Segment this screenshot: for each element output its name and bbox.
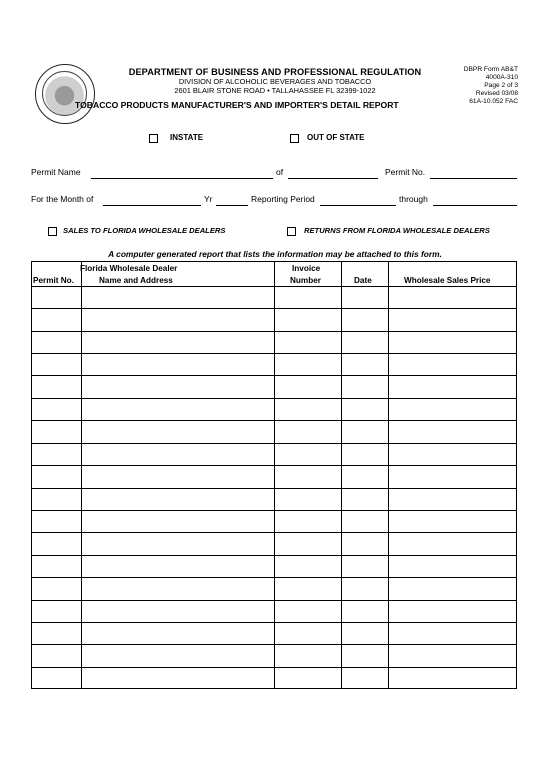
permit-no-header: Permit No.: [33, 276, 74, 285]
form-title: TOBACCO PRODUCTS MANUFACTURER'S AND IMPORTER'S DETAIL REPORT: [75, 100, 399, 110]
wholesale-sales-price-header: Wholesale Sales Price: [404, 276, 491, 285]
sales-checkbox[interactable]: [48, 227, 57, 236]
invoice-header-bottom: Number: [290, 276, 321, 285]
permit-no-field[interactable]: [430, 178, 517, 179]
year-field[interactable]: [216, 205, 248, 206]
invoice-header-top: Invoice: [292, 264, 321, 273]
instate-label: INSTATE: [170, 133, 204, 142]
out-of-state-label: OUT OF STATE: [307, 133, 365, 142]
dealer-header-bottom: Name and Address: [99, 276, 173, 285]
division-name: DIVISION OF ALCOHOLIC BEVERAGES AND TOBACCO: [178, 77, 372, 86]
dealer-header-top: Florida Wholesale Dealer: [80, 264, 178, 273]
attachment-note: A computer generated report that lists the information may be attached to this form.: [108, 249, 442, 259]
permit-name-field[interactable]: [91, 178, 273, 179]
returns-label: RETURNS FROM FLORIDA WHOLESALE DEALERS: [304, 226, 490, 235]
sales-label: SALES TO FLORIDA WHOLESALE DEALERS: [63, 226, 226, 235]
of-label: of: [276, 167, 284, 177]
department-name: DEPARTMENT OF BUSINESS AND PROFESSIONAL REGULATION: [128, 67, 422, 77]
out-of-state-checkbox[interactable]: [290, 134, 299, 143]
month-label: For the Month of: [31, 194, 94, 204]
year-label: Yr: [204, 194, 213, 204]
form-identifier: DBPR Form AB&T 4000A-310 Page 2 of 3 Revised 03/08 61A-10.052 FAC: [463, 66, 518, 105]
returns-checkbox[interactable]: [287, 227, 296, 236]
permit-no-label: Permit No.: [385, 167, 426, 177]
instate-checkbox[interactable]: [149, 134, 158, 143]
permit-name-label: Permit Name: [31, 167, 81, 177]
through-label: through: [399, 194, 428, 204]
reporting-period-label: Reporting Period: [251, 194, 315, 204]
of-field[interactable]: [288, 178, 378, 179]
reporting-period-end-field[interactable]: [433, 205, 517, 206]
date-header: Date: [354, 276, 372, 285]
detail-table: [31, 261, 517, 689]
department-address: 2601 BLAIR STONE ROAD • TALLAHASSEE FL 32399-1022: [174, 86, 376, 95]
reporting-period-start-field[interactable]: [320, 205, 396, 206]
month-field[interactable]: [103, 205, 201, 206]
